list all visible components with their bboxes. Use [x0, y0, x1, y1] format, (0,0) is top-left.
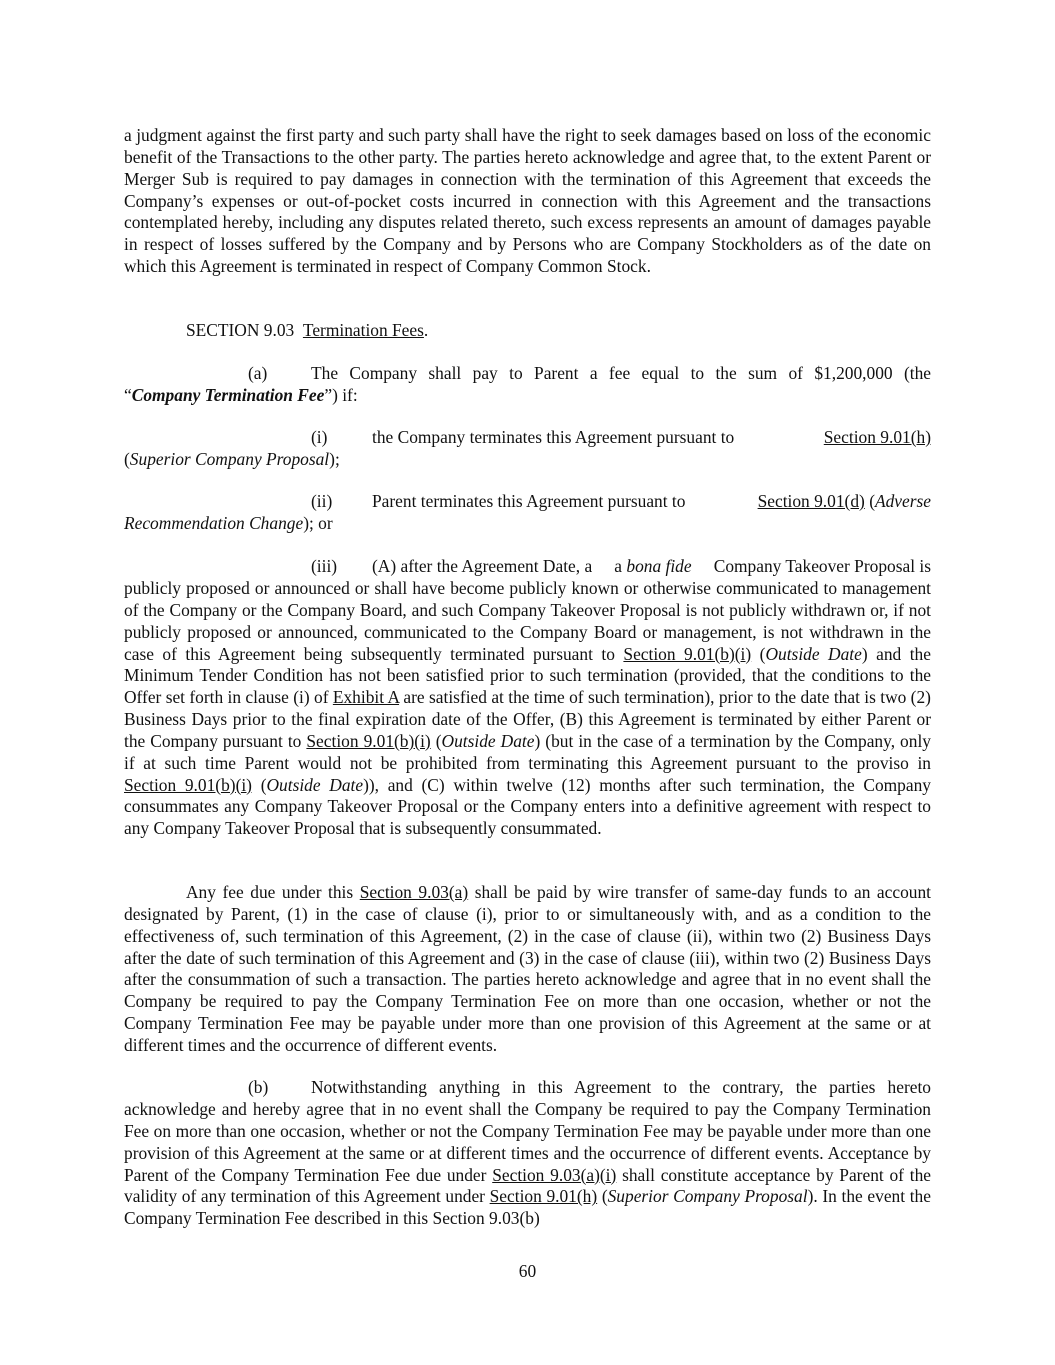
- clause-iii-body: publicly proposed or announced or shall have become publicly known or otherwise communicated to management of the Company or the Company Board, and such Company Takeover Proposal is not publicly withdrawn or, if not publicly proposed or announced, communicated to the Company Board or management, is not withdrawn in the case of this Agreement being subsequently terminated pursuant to Section 9.01(b)(i) (Outside Date) and the Minimum Tender Condition has not been satisfied prior to such termination (provided, that the conditions to the Offer set forth in clause (i) of Exhibit A are satisfied at the time of such termination), prior to the date that is two (2) Business Days prior to the final expiration date of the Offer, (B) this Agreement is terminated by either Parent or the Company pursuant to Section 9.01(b)(i) (Outside Date) (but in the case of a termination by the Company, only if at such time Parent would not be prohibited from terminating this Agreement pursuant to the proviso in Section 9.01(b)(i) (Outside Date)), and (C) within twelve (12) months after such termination, the Company consummates any Company Takeover Proposal or the Company enters into a definitive agreement with respect to any Company Takeover Proposal that is subsequently consummated.: [124, 578, 931, 839]
- clause-iii-label: (iii): [311, 556, 338, 576]
- section-ref: Section 9.01(b)(i): [306, 730, 431, 751]
- defined-term-company-termination-fee: Company Termination Fee: [131, 385, 325, 405]
- clause-b-first-line: Notwithstanding anything in this Agreement to the contrary, the parties hereto: [311, 1077, 931, 1097]
- clause-iii-first-line: (A) after the Agreement Date, a a bona fide Company Takeover Proposal is: [372, 556, 931, 576]
- exhibit-ref: Exhibit A: [332, 687, 400, 708]
- clause-b-label: (b): [248, 1077, 269, 1097]
- clause-a-first-line: The Company shall pay to Parent a fee equal to the sum of $1,200,000 (the: [311, 363, 931, 383]
- fee-payment-paragraph: Any fee due under this Section 9.03(a) shall be paid by wire transfer of same-day funds to an account designated by Parent, (1) in the case of clause (i), prior to or simultaneously with, and as a condition to the effectiveness of, such termination of this Agreement, (2) in the case of clause (ii), within two (2) Business Days after the date of such termination of this Agreement and (3) in the case of clause (iii), within two (2) Business Days after the consummation of such a transaction. The parties hereto acknowledge and agree that in no event shall the Company be required to pay the Company Termination Fee on more than one occasion, whether or not the Company Termination Fee may be payable under more than one provision of this Agreement at the same or at different times and the occurrence of different events.: [124, 882, 931, 1055]
- section-number: SECTION 9.03: [186, 320, 295, 340]
- section-heading: SECTION 9.03 Termination Fees.: [186, 320, 429, 340]
- clause-i-label: (i): [311, 427, 328, 447]
- continuation-paragraph: a judgment against the first party and such party shall have the right to seek damages based on loss of the economic benefit of the Transactions to the other party. The parties hereto acknowledge and agree that, to the extent Parent or Merger Sub is required to pay damages in connection with the termination of this Agreement that exceeds the Company’s expenses or out-of-pocket costs incurred in connection with this Agreement and the transactions contemplated hereby, including any disputes related thereto, such excess represents an amount of damages payable in respect of losses suffered by the Company and by Persons who are Company Stockholders as of the date on which this Agreement is terminated in respect of Company Common Stock.: [124, 125, 931, 277]
- clause-a-second-line: “Company Termination Fee”) if:: [124, 385, 358, 405]
- clause-ii-first-line: Parent terminates this Agreement pursuant to Section 9.01(d) (Adverse: [372, 491, 931, 511]
- clause-ii-second-line: Recommendation Change); or: [124, 513, 333, 533]
- section-title: Termination Fees: [302, 320, 424, 340]
- section-ref: Section 9.01(h): [489, 1186, 598, 1207]
- page-number: 60: [518, 1261, 537, 1281]
- section-ref: Section 9.01(d): [757, 491, 865, 511]
- clause-i-first-line: the Company terminates this Agreement pursuant to Section 9.01(h): [372, 427, 931, 447]
- section-ref: Section 9.01(b)(i): [124, 774, 252, 795]
- section-ref: Section 9.01(h): [823, 427, 931, 447]
- clause-b-body: acknowledge and hereby agree that in no event shall the Company be required to pay the Company Termination Fee on more than one occasion, whether or not the Company Termination Fee may be payable under more than one provision of this Agreement at the same or at different times and the occurrence of different events. Acceptance by Parent of the Company Termination Fee due under Section 9.03(a)(i) shall constitute acceptance by Parent of the validity of any termination of this Agreement under Section 9.01(h) (Superior Company Proposal). In the event the Company Termination Fee described in this Section 9.03(b): [124, 1099, 931, 1229]
- section-ref: Section 9.03(a): [359, 882, 469, 902]
- section-ref: Section 9.03(a)(i): [492, 1164, 617, 1185]
- section-ref: Section 9.01(b)(i): [623, 643, 752, 664]
- clause-a-label: (a): [248, 363, 268, 383]
- clause-i-second-line: (Superior Company Proposal);: [124, 449, 340, 469]
- clause-ii-label: (ii): [311, 491, 333, 511]
